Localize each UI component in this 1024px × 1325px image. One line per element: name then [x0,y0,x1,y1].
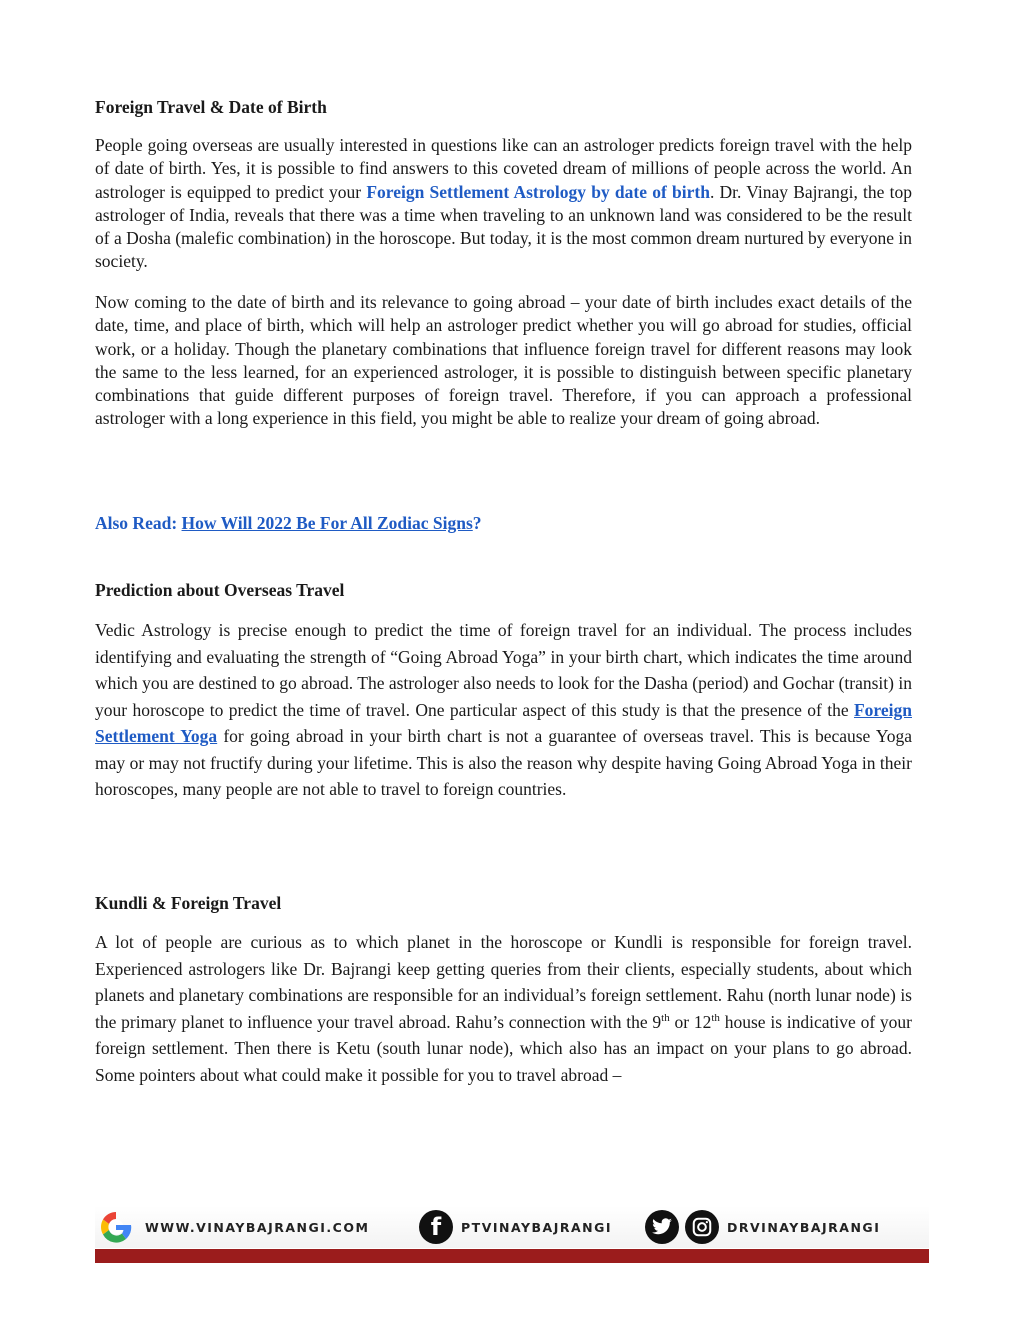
heading-foreign-travel-dob: Foreign Travel & Date of Birth [95,97,327,117]
also-read-label: Also Read: [95,513,182,533]
paragraph-prediction [95,617,912,803]
paragraph-prediction-text-b: for going abroad in your birth chart is not a guarantee of overseas travel. This is because Yoga may or may not fructify during your lifetime. This is also the reason why despite having Going Abroad Yoga in their horoscopes, many people are not able to travel to foreign countries. [95,726,912,799]
heading-prediction-overseas: Prediction about Overseas Travel [95,580,345,600]
link-zodiac-2022[interactable]: How Will 2022 Be For All Zodiac Signs [181,513,473,533]
paragraph-intro-text-b: . Dr. Vinay Bajrangi, the top astrologer of India, reveals that there was a time when traveling to an unknown land was considered to be the result of a Dosha (malefic combination) in the horoscope. But today, it is the most common dream nurtured by everyone in society. [95,181,912,272]
footer-website-text: WWW.VINAYBAJRANGI.COM [145,1219,370,1235]
paragraph-prediction-text-a: Vedic Astrology is precise enough to predict the time of foreign travel for an individual. The process includes identifying and evaluating the strength of “Going Abroad Yoga” in your birth chart, which indicates the time around which you are destined to go abroad. The astrologer also needs to look for the Dasha (period) and Gochar (transit) in your horoscope to predict the time of travel. One particular aspect of this study is that the presence of the [95,620,912,720]
google-icon [95,1206,137,1248]
footer-accent-line [95,1249,929,1263]
instagram-icon [685,1210,719,1244]
footer-banner [95,1206,929,1263]
twitter-icon [645,1210,679,1244]
facebook-icon: f [419,1210,453,1244]
footer-facebook-text: PTVINAYBAJRANGI [461,1219,613,1235]
footer-social[interactable] [645,1206,880,1248]
footer-facebook[interactable] [419,1206,612,1248]
superscript-th-1: th [661,1011,670,1024]
also-read-suffix: ? [472,513,482,533]
link-foreign-settlement-yoga[interactable]: Foreign Settlement Yoga [95,699,912,746]
paragraph-intro-text-a: People going overseas are usually interested in questions like can an astrologer predicts foreign travel with the help of date of birth. Yes, it is possible to find answers to this coveted dream of millions of people across the world. An astrologer is equipped to predict your [95,135,912,202]
paragraph-intro [95,134,912,274]
footer-social-text: DRVINAYBAJRANGI [727,1219,881,1235]
paragraph-kundli-text-a: A lot of people are curious as to which planet in the horoscope or Kundli is responsible for foreign travel. Experienced astrologers like Dr. Bajrangi keep getting queries from their clients, especially students, about which planets and planetary combinations are responsible for an individual’s foreign settlement. Rahu (north lunar node) is the primary planet to influence your travel abroad. Rahu’s connection with the 9 [95,932,912,1032]
footer-website[interactable] [95,1206,369,1248]
link-foreign-settlement-astrology[interactable]: Foreign Settlement Astrology by date of birth [366,181,710,202]
heading-kundli-foreign-travel: Kundli & Foreign Travel [95,893,282,913]
also-read [95,513,482,534]
paragraph-kundli-text-c: house is indicative of your foreign settlement. Then there is Ketu (south lunar node), which also has an impact on your plans to go abroad. Some pointers about what could make it possible for you to travel abroad – [95,1011,912,1085]
superscript-th-2: th [711,1011,720,1024]
paragraph-kundli-text-b: or 12 [669,1011,712,1032]
paragraph-kundli [95,929,912,1089]
paragraph-date-of-birth: Now coming to the date of birth and its relevance to going abroad – your date of birth includes exact details of the date, time, and place of birth, which will help an astrologer predict whether you will go abroad for studies, official work, or a holiday. Though the planetary combinations that influence foreign travel for different reasons may look the same to the less learned, for an experienced astrologer, it is possible to distinguish between specific planetary combinations that guide different purposes of foreign travel. Therefore, if you can approach a professional astrologer with a long experience in this field, you might be able to realize your dream of going abroad. [95,292,912,429]
